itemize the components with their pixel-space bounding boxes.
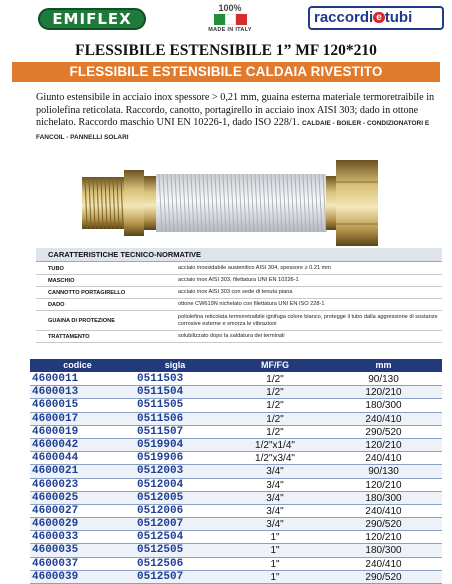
spec-value: solubilizzato dopo la saldatura dei terminali <box>178 333 285 339</box>
table-row <box>30 373 442 386</box>
cell-mf-fg: 1" <box>270 558 280 570</box>
cell-mf-fg: 1" <box>270 532 280 544</box>
table-row <box>30 544 442 557</box>
cell-mf-fg: 1/2"x3/4" <box>255 453 295 465</box>
cell-codice: 4600015 <box>32 399 79 412</box>
cell-mf-fg: 1/2" <box>266 413 284 425</box>
table-row <box>30 465 442 478</box>
table-row <box>30 571 442 584</box>
cell-codice: 4600027 <box>32 504 79 517</box>
spec-table <box>36 263 442 343</box>
cell-mm: 120/210 <box>365 387 402 399</box>
cell-codice: 4600039 <box>32 570 79 583</box>
made-in-italy-badge <box>200 3 260 37</box>
spec-label: GUAINA DI PROTEZIONE <box>48 317 115 324</box>
cell-sigla: 0519904 <box>137 438 184 451</box>
cell-mm: 240/410 <box>365 558 402 570</box>
raccordi-logo-a: raccordi <box>314 9 374 26</box>
table-row <box>30 399 442 412</box>
raccordi-logo-c: tubi <box>384 9 413 26</box>
codes-table <box>30 373 442 584</box>
cell-mf-fg: 1/2" <box>266 426 284 438</box>
flag-stripe <box>236 14 247 25</box>
table-row <box>30 452 442 465</box>
emiflex-logo: EMIFLEX <box>38 8 146 30</box>
cell-mf-fg: 3/4" <box>266 466 284 478</box>
raccordi-tubi-logo <box>308 6 444 30</box>
header-mm: mm <box>375 360 392 370</box>
cell-mf-fg: 1/2" <box>266 374 284 385</box>
flag-stripe <box>225 14 236 25</box>
description-text: Giunto estensibile in acciaio inox spessore > 0,21 mm, guaina esterna materiale termoretraibile in poliolefina reticolata. Raccordo, canotto, portagirello in acciaio inox AISI 303; dado in ottone nichelato. Raccordo maschio UNI EN 10226-1, dado ISO 228/1. <box>36 92 435 129</box>
cell-sigla: 0512005 <box>137 491 184 504</box>
product-description <box>36 92 446 144</box>
nut-fitting <box>326 160 378 246</box>
cell-mm: 120/210 <box>365 439 402 451</box>
cell-mf-fg: 1/2"x1/4" <box>255 439 295 451</box>
spec-row <box>36 287 442 299</box>
cell-sigla: 0511504 <box>137 386 184 399</box>
cell-codice: 4600011 <box>32 373 79 385</box>
cell-sigla: 0512003 <box>137 465 184 478</box>
cell-mm: 120/210 <box>365 532 402 544</box>
cell-codice: 4600029 <box>32 518 79 531</box>
cell-sigla: 0512006 <box>137 504 184 517</box>
application-tag: CALDAIE - BOILER - CONDIZIONATORI E FANCOIL - PANNELLI SOLARI <box>36 120 430 141</box>
table-row <box>30 439 442 452</box>
cell-codice: 4600021 <box>32 465 79 478</box>
cell-sigla: 0511507 <box>137 425 184 438</box>
cell-sigla: 0511505 <box>137 399 184 412</box>
male-fitting <box>82 170 156 236</box>
cell-mf-fg: 1" <box>270 571 280 583</box>
cell-mm: 290/520 <box>365 571 402 583</box>
italy-flag-icon <box>200 14 260 25</box>
spec-label: CANNOTTO PORTAGIRELLO <box>48 289 126 296</box>
spec-label: DADO <box>48 301 65 308</box>
cell-sigla: 0512504 <box>137 531 184 544</box>
product-image <box>80 152 380 252</box>
corrugated-sleeve <box>156 174 326 232</box>
table-row <box>30 492 442 505</box>
cell-codice: 4600025 <box>32 491 79 504</box>
cell-sigla: 0512506 <box>137 557 184 570</box>
cell-mm: 180/300 <box>365 492 402 504</box>
cell-codice: 4600033 <box>32 531 79 544</box>
cell-codice: 4600013 <box>32 386 79 399</box>
spec-row <box>36 331 442 343</box>
spec-value: ottone CW619N nichelato con filettatura UNI EN ISO 228-1 <box>178 301 325 307</box>
cell-mm: 290/520 <box>365 519 402 531</box>
spec-label: TUBO <box>48 265 64 272</box>
cell-codice: 4600037 <box>32 557 79 570</box>
spec-label: MASCHIO <box>48 277 75 284</box>
header <box>0 0 452 38</box>
cell-codice: 4600017 <box>32 412 79 425</box>
cell-codice: 4600044 <box>32 452 79 465</box>
cell-codice: 4600035 <box>32 544 79 557</box>
table-row <box>30 518 442 531</box>
cell-mm: 240/410 <box>365 453 402 465</box>
cell-mm: 120/210 <box>365 479 402 491</box>
cell-codice: 4600023 <box>32 478 79 491</box>
cell-mm: 240/410 <box>365 505 402 517</box>
spec-row <box>36 311 442 331</box>
spec-row <box>36 299 442 311</box>
cell-codice: 4600042 <box>32 438 79 451</box>
table-row <box>30 413 442 426</box>
table-row <box>30 479 442 492</box>
spec-row <box>36 263 442 275</box>
cell-sigla: 0512007 <box>137 518 184 531</box>
cell-mm: 180/300 <box>365 545 402 557</box>
cell-mf-fg: 3/4" <box>266 479 284 491</box>
codes-header-row <box>30 359 442 372</box>
made-percent: 100% <box>218 3 242 13</box>
spec-value: poliolefina reticolata termoretraibile ignifuga colore bianco, protegge il tubo dalla aggressione di sostanze corrosive esterne e smorza le vibrazioni <box>178 313 438 327</box>
cell-sigla: 0512505 <box>137 544 184 557</box>
cell-sigla: 0511503 <box>137 373 184 385</box>
header-sigla: sigla <box>164 360 186 370</box>
table-row <box>30 386 442 399</box>
spec-value: acciaio inox AISI 303 con sede di tenuta piana <box>178 289 293 295</box>
cell-mf-fg: 1" <box>270 545 280 557</box>
cell-mm: 90/130 <box>368 374 399 385</box>
cell-codice: 4600019 <box>32 425 79 438</box>
cell-mm: 290/520 <box>365 426 402 438</box>
table-row <box>30 426 442 439</box>
cell-mm: 90/130 <box>368 466 399 478</box>
cell-mf-fg: 1/2" <box>266 400 284 412</box>
flag-stripe <box>214 14 225 25</box>
table-row <box>30 531 442 544</box>
cell-sigla: 0519906 <box>137 452 184 465</box>
spec-row <box>36 275 442 287</box>
spec-heading: CARATTERISTICHE TECNICO-NORMATIVE <box>36 248 442 262</box>
cell-mf-fg: 3/4" <box>266 505 284 517</box>
cell-mm: 180/300 <box>365 400 402 412</box>
cell-mm: 240/410 <box>365 413 402 425</box>
cell-sigla: 0511506 <box>137 412 184 425</box>
header-mf-fg: MF/FG <box>261 360 289 370</box>
raccordi-logo-b: e <box>373 12 385 23</box>
spec-label: TRATTAMENTO <box>48 333 90 340</box>
cell-sigla: 0512004 <box>137 478 184 491</box>
cell-sigla: 0512507 <box>137 570 184 583</box>
cell-mf-fg: 1/2" <box>266 387 284 399</box>
spec-value: acciaio inox AISI 303, filettatura UNI EN 10226-1 <box>178 277 299 283</box>
cell-mf-fg: 3/4" <box>266 519 284 531</box>
cell-mf-fg: 3/4" <box>266 492 284 504</box>
spec-value: acciaio inossidabile austenitico AISI 304, spessore ≥ 0.21 mm <box>178 265 331 271</box>
table-row <box>30 558 442 571</box>
subtitle-banner: FLESSIBILE ESTENSIBILE CALDAIA RIVESTITO <box>12 62 440 82</box>
table-row <box>30 505 442 518</box>
header-codice: codice <box>63 360 92 370</box>
made-text: MADE IN ITALY <box>208 27 252 33</box>
page-title: FLESSIBILE ESTENSIBILE 1” MF 120*210 <box>75 42 377 59</box>
